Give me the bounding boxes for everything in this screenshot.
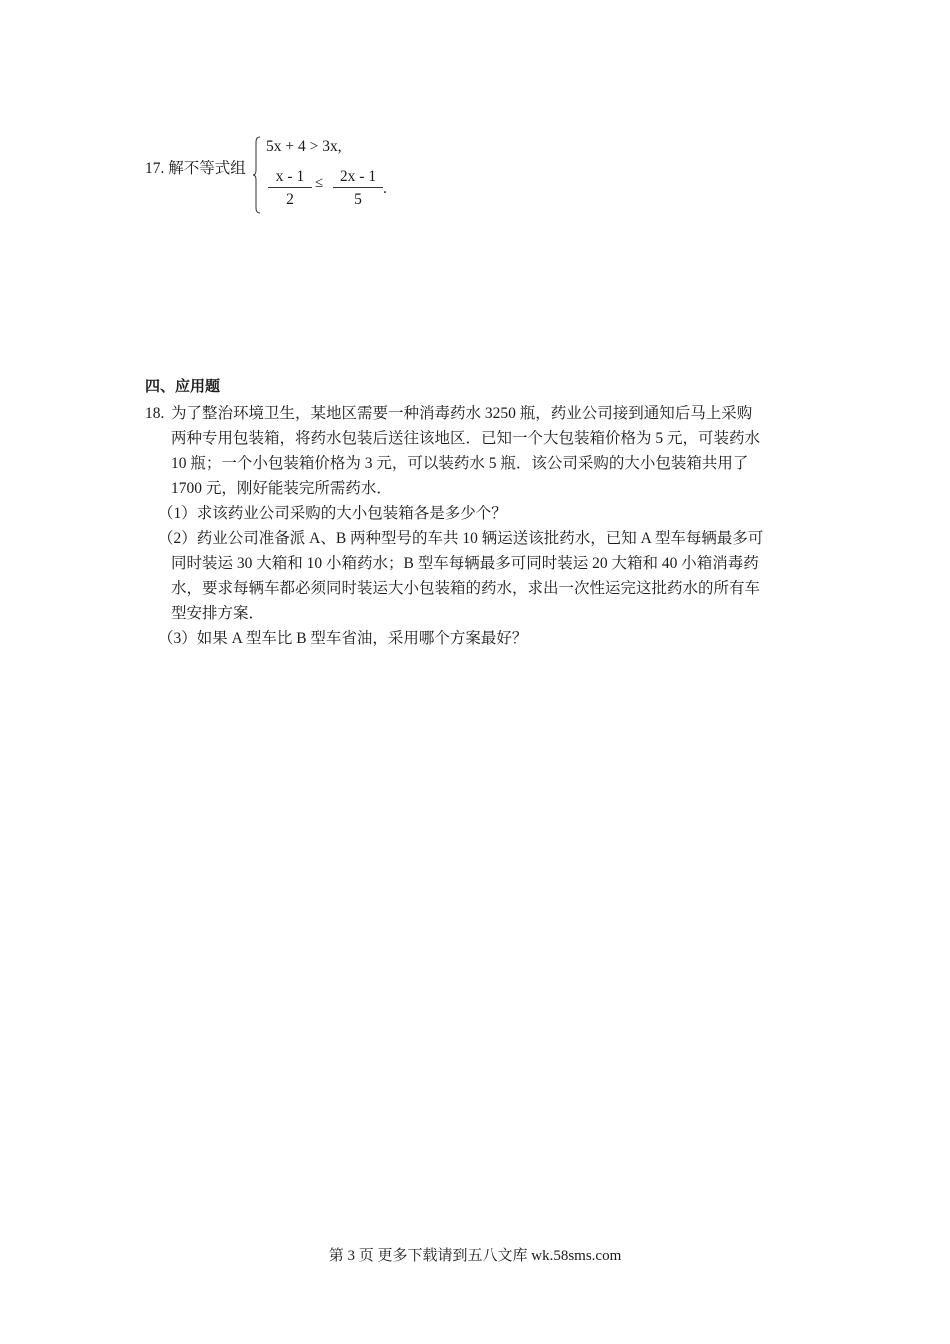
part-2-line: 型安排方案．: [171, 605, 265, 622]
section-title: 四、应用题: [145, 378, 221, 395]
part-2-line: （2）药业公司准备派 A、B 两种型号的车共 10 辆运送该批药水，已知 A 型车每辆最多可: [158, 530, 764, 547]
page-footer: 第 3 页 更多下载请到五八文库 wk.58sms.com: [328, 1248, 622, 1264]
part-2-line: 水，要求每辆车都必须同时装运大小包装箱的药水，求出一次性运完这批药水的所有车: [171, 580, 761, 597]
question-18-stem: [171, 401, 811, 501]
inequality-end-mark: .: [383, 180, 387, 197]
stem-line: 两种专用包装箱，将药水包装后送往该地区．已知一个大包装箱价格为 5 元，可装药水: [171, 430, 761, 447]
part-3-text: （3）如果 A 型车比 B 型车省油，采用哪个方案最好？: [158, 630, 528, 647]
stem-line: 1700 元，刚好能装完所需药水．: [171, 480, 392, 497]
fraction-bar: [268, 187, 312, 188]
question-18-number: 18.: [145, 405, 165, 422]
fraction-left: [268, 167, 312, 210]
system-brace: [253, 136, 261, 214]
fraction-left-numerator: x - 1: [275, 168, 305, 185]
leq-symbol: ≤: [315, 175, 324, 191]
fraction-right-numerator: 2x - 1: [339, 168, 377, 185]
stem-line: 10 瓶；一个小包装箱价格为 3 元，可以装药水 5 瓶．该公司采购的大小包装箱共用了: [171, 455, 749, 472]
fraction-left-denominator: 2: [286, 191, 294, 208]
part-1-text: （1）求该药业公司采购的大小包装箱各是多少个？: [158, 505, 507, 522]
inequality-1: 5x + 4 > 3x,: [266, 138, 342, 155]
question-18-part-1: [158, 501, 812, 526]
fraction-right: [333, 167, 383, 210]
question-17-label: 17. 解不等式组: [145, 160, 246, 177]
stem-line: 为了整治环境卫生，某地区需要一种消毒药水 3250 瓶，药业公司接到通知后马上采购: [171, 405, 753, 422]
fraction-bar: [333, 187, 383, 188]
fraction-right-denominator: 5: [354, 191, 362, 208]
question-18-part-3: [158, 626, 812, 651]
part-2-line: 同时装运 30 大箱和 10 小箱药水；B 型车每辆最多可同时装运 20 大箱和 40 小箱消毒药: [171, 555, 759, 572]
question-18-part-2: [158, 526, 812, 626]
